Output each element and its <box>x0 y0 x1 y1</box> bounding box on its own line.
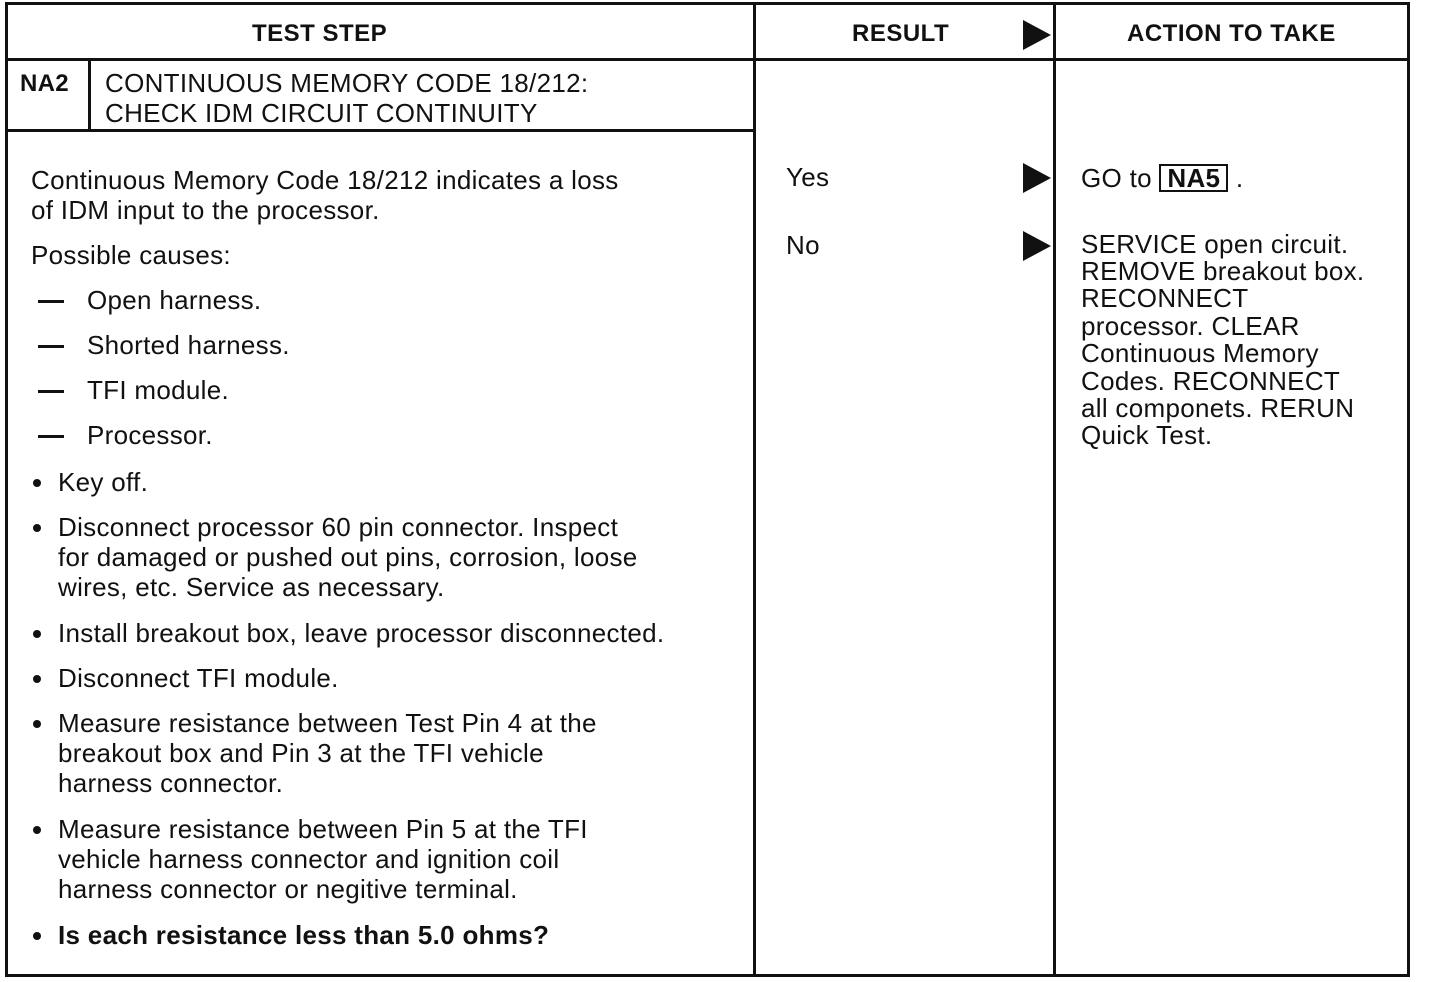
action-no-line: RECONNECT <box>1081 283 1249 313</box>
step-instruction: breakout box and Pin 3 at the TFI vehicle <box>58 738 544 768</box>
step-title-divider <box>5 129 755 132</box>
step-id-divider <box>88 60 91 131</box>
action-yes-suffix: . <box>1235 163 1244 193</box>
cause-item: Shorted harness. <box>87 330 290 360</box>
column-divider-action <box>1053 2 1056 977</box>
bullet-icon <box>33 524 41 532</box>
result-arrow-icon <box>1023 231 1051 261</box>
result-no: No <box>786 230 820 260</box>
step-instruction: Install breakout box, leave processor disconnected. <box>58 618 665 648</box>
header-test-step: TEST STEP <box>252 20 388 47</box>
step-instruction: Key off. <box>58 467 149 497</box>
step-instruction: harness connector or negitive terminal. <box>58 874 518 904</box>
action-no-line: REMOVE breakout box. <box>1081 256 1365 286</box>
step-instruction: for damaged or pushed out pins, corrosion, loose <box>58 542 638 572</box>
step-reference-link[interactable]: NA5 <box>1159 164 1228 192</box>
step-id: NA2 <box>20 70 69 97</box>
dash-icon <box>38 435 64 438</box>
action-no-line: SERVICE open circuit. <box>1081 229 1349 259</box>
dash-icon <box>38 345 64 348</box>
action-yes <box>1081 163 1243 193</box>
step-instruction: wires, etc. Service as necessary. <box>58 572 445 602</box>
column-divider-result <box>753 2 756 977</box>
causes-label: Possible causes: <box>31 240 231 270</box>
step-instruction: vehicle harness connector and ignition coil <box>58 844 560 874</box>
step-instruction: Measure resistance between Test Pin 4 at the <box>58 708 597 738</box>
cause-item: TFI module. <box>87 375 230 405</box>
result-yes: Yes <box>786 162 830 192</box>
bullet-icon <box>33 630 41 638</box>
action-no-line: Codes. RECONNECT <box>1081 366 1341 396</box>
header-result: RESULT <box>852 20 950 47</box>
header-divider <box>5 58 1410 61</box>
header-arrow-icon <box>1023 20 1051 50</box>
dash-icon <box>38 300 64 303</box>
action-no-line: processor. CLEAR <box>1081 311 1300 341</box>
dash-icon <box>38 390 64 393</box>
bullet-icon <box>33 826 41 834</box>
step-instruction: harness connector. <box>58 768 284 798</box>
action-no-line: Continuous Memory <box>1081 338 1319 368</box>
step-title-line2: CHECK IDM CIRCUIT CONTINUITY <box>105 98 538 128</box>
step-title-line1: CONTINUOUS MEMORY CODE 18/212: <box>105 68 589 98</box>
intro-line2: of IDM input to the processor. <box>31 195 380 225</box>
action-no-line: all componets. RERUN <box>1081 393 1355 423</box>
action-yes-prefix: GO to <box>1081 163 1152 193</box>
cause-item: Open harness. <box>87 285 262 315</box>
bullet-icon <box>33 932 41 940</box>
step-instruction: Disconnect processor 60 pin connector. Inspect <box>58 512 619 542</box>
step-instruction: Disconnect TFI module. <box>58 663 339 693</box>
header-action: ACTION TO TAKE <box>1127 20 1336 47</box>
bullet-icon <box>33 720 41 728</box>
cause-item: Processor. <box>87 420 213 450</box>
intro-line1: Continuous Memory Code 18/212 indicates a loss <box>31 165 619 195</box>
action-no-line: Quick Test. <box>1081 420 1213 450</box>
step-question: Is each resistance less than 5.0 ohms? <box>58 920 550 950</box>
bullet-icon <box>33 675 41 683</box>
bullet-icon <box>33 479 41 487</box>
step-instruction: Measure resistance between Pin 5 at the TFI <box>58 814 588 844</box>
result-arrow-icon <box>1023 163 1051 193</box>
